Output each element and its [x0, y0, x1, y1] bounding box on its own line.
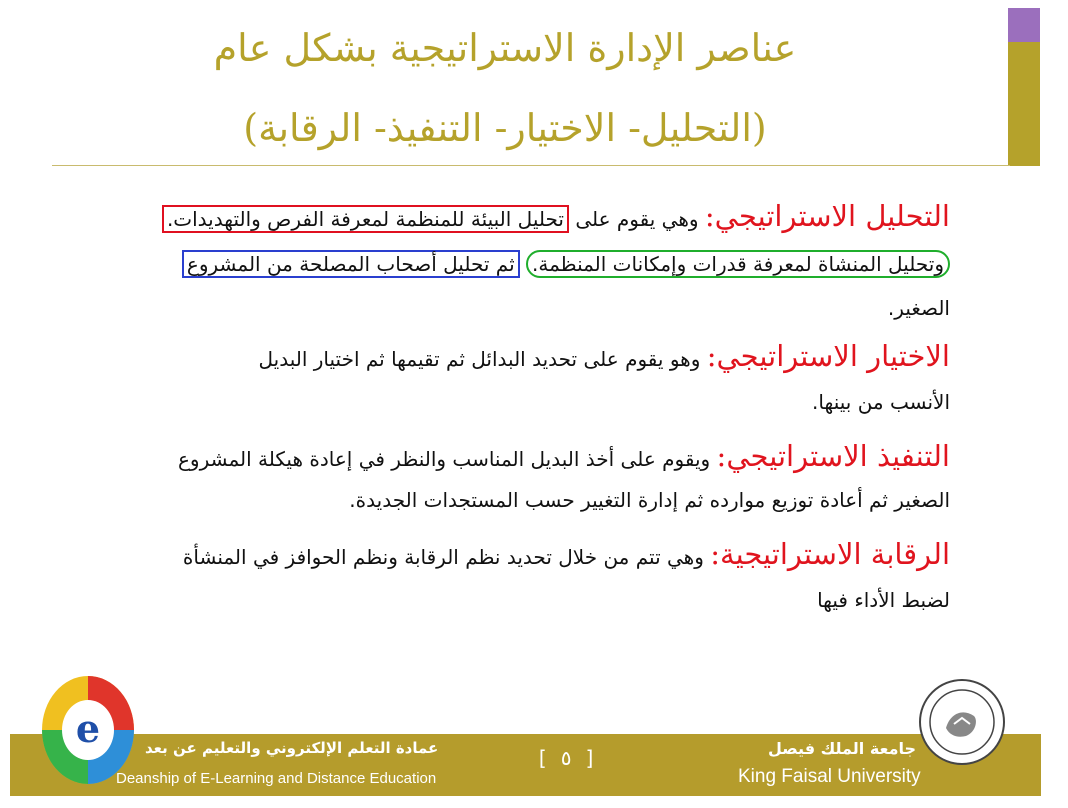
analysis-term: التحليل الاستراتيجي:	[704, 199, 950, 233]
analysis-line-2	[182, 244, 950, 284]
analysis-blue-box: ثم تحليل أصحاب المصلحة من المشروع	[182, 250, 520, 278]
slide-title-line-2: (التحليل- الاختيار- التنفيذ- الرقابة)	[243, 106, 767, 150]
control-line-1	[183, 534, 950, 574]
title-divider	[52, 165, 1010, 166]
university-name-english: King Faisal University	[738, 766, 921, 787]
analysis-red-box: تحليل البيئة للمنظمة لمعرفة الفرص والتهديدات.	[162, 205, 569, 233]
accent-block-gold	[1008, 42, 1040, 166]
choice-text-1: وهو يقوم على تحديد البدائل ثم تقيمها ثم اختيار البديل	[258, 347, 707, 371]
choice-line-2: الأنسب من بينها.	[812, 390, 950, 414]
implementation-text-1: ويقوم على أخذ البديل المناسب والنظر في إعادة هيكلة المشروع	[178, 447, 717, 471]
university-name-arabic: جامعة الملك فيصل	[768, 739, 917, 758]
analysis-intro-text: وهي يقوم على	[568, 207, 705, 231]
control-line-2: لضبط الأداء فيها	[817, 588, 950, 612]
accent-block-purple	[1008, 8, 1040, 42]
control-text-1: وهي تتم من خلال تحديد نظم الرقابة ونظم الحوافز في المنشأة	[182, 545, 711, 569]
control-term: الرقابة الاستراتيجية:	[710, 537, 950, 571]
choice-term: الاختيار الاستراتيجي:	[706, 339, 950, 373]
svg-text:e: e	[75, 706, 101, 751]
university-seal-icon	[918, 678, 1006, 766]
implementation-line-1	[178, 436, 950, 476]
choice-line-1	[259, 336, 951, 376]
analysis-line-1	[162, 196, 950, 236]
implementation-term: التنفيذ الاستراتيجي:	[716, 439, 950, 473]
implementation-line-2: الصغير ثم أعادة توزيع موارده ثم إدارة التغيير حسب المستجدات الجديدة.	[349, 488, 950, 512]
analysis-line-3: الصغير.	[887, 296, 950, 320]
faculty-name-arabic: عمادة التعلم الإلكتروني والتعليم عن بعد	[145, 739, 439, 757]
page-number: [ ٥ ]	[536, 746, 597, 770]
slide-title-line-1: عناصر الإدارة الاستراتيجية بشكل عام	[213, 26, 797, 70]
faculty-name-english: Deanship of E-Learning and Distance Education	[116, 770, 437, 787]
analysis-green-box: وتحليل المنشاة لمعرفة قدرات وإمكانات المنظمة.	[526, 250, 950, 278]
